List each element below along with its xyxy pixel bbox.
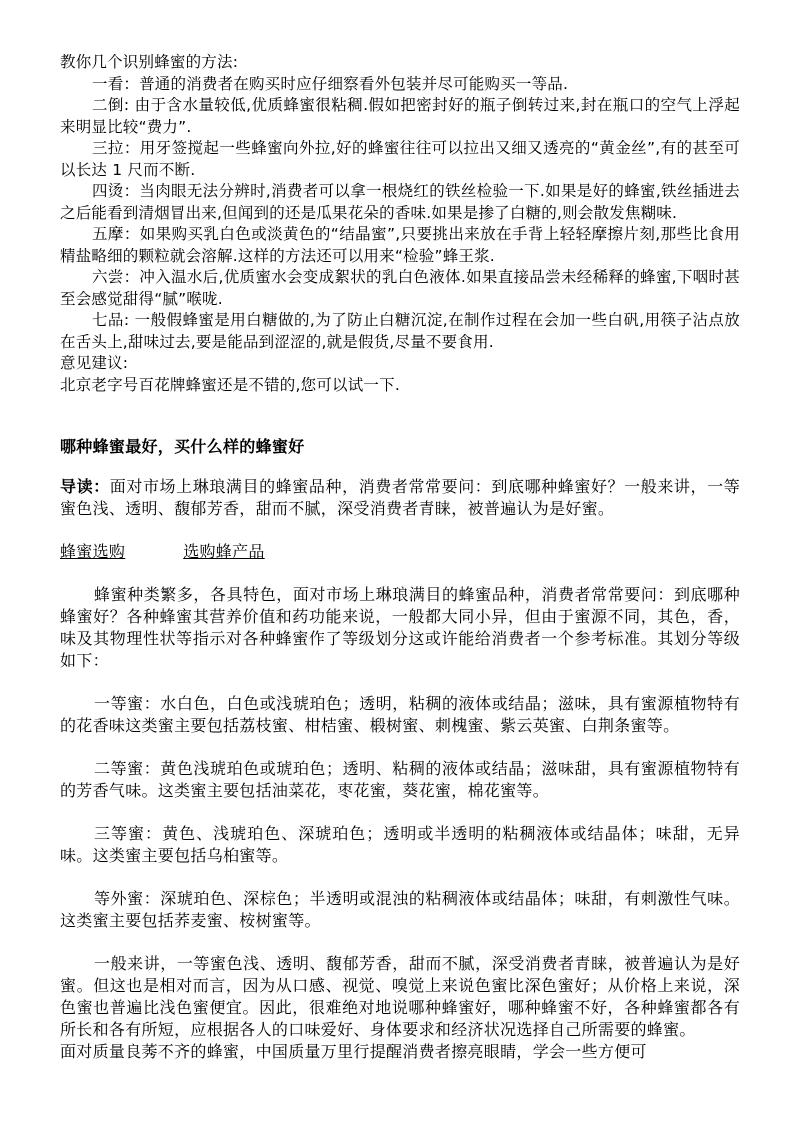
document-page xyxy=(60,52,740,1063)
advice-label: 意见建议: xyxy=(60,354,129,372)
advice-text: 北京老字号百花牌蜂蜜还是不错的,您可以试一下. xyxy=(60,375,400,394)
method-burn: 四烫：当肉眼无法分辨时,消费者可以拿一根烧红的铁丝检验一下.如果是好的蜂蜜,铁丝插进去之后能看到清烟冒出来,但闻到的还是瓜果花朵的香味.如果是掺了白糖的,则会散发焦糊味. xyxy=(60,182,740,222)
method-look: 一看：普通的消费者在购买时应仔细察看外包装并尽可能购买一等品. xyxy=(92,74,569,93)
link-bee-products[interactable]: 选购蜂产品 xyxy=(183,542,265,561)
method-invert: 二倒: 由于含水量较低,优质蜂蜜很粘稠.假如把密封好的瓶子倒转过来,封在瓶口的空气上浮起来明显比较“费力”. xyxy=(60,96,740,136)
method-pull: 三拉：用牙签搅起一些蜂蜜向外拉,好的蜂蜜往往可以拉出又细又透亮的“黄金丝”,有的甚至可以长达 1 尺而不断. xyxy=(60,139,740,179)
grade-three-paragraph: 三等蜜：黄色、浅琥珀色、深琥珀色；透明或半透明的粘稠液体或结晶体；味甜，无异味。这类蜜主要包括乌桕蜜等。 xyxy=(60,824,740,865)
grade-off-paragraph: 等外蜜：深琥珀色、深棕色；半透明或混浊的粘稠液体或结晶体；味甜，有刺激性气味。这类蜜主要包括荞麦蜜、桉树蜜等。 xyxy=(60,889,740,930)
grade-one-paragraph: 一等蜜：水白色，白色或浅琥珀色；透明，粘稠的液体或结晶；滋味，具有蜜源植物特有的花香味这类蜜主要包括荔枝蜜、柑桔蜜、椴树蜜、刺槐蜜、紫云英蜜、白荆条蜜等。 xyxy=(60,694,740,735)
which-honey-section xyxy=(60,436,740,1063)
summary-paragraph: 一般来讲，一等蜜色浅、透明、馥郁芳香，甜而不腻，深受消费者青睐，被普遍认为是好蜜。但这也是相对而言，因为从口感、视觉、嗅觉上来说色蜜比深色蜜好；从价格上来说，深色蜜也普遍比浅色蜜便宜。因此，很难绝对地说哪种蜂蜜好，哪种蜂蜜不好，各种蜂蜜都各有所长和各有所短，应根据各人的口味爱好、身体要求和经济状况选择自己所需要的蜂蜜。 xyxy=(60,954,740,1039)
intro-paragraph xyxy=(60,476,740,520)
method-taste: 六尝：冲入温水后,优质蜜水会变成絮状的乳白色液体.如果直接品尝未经稀释的蜂蜜,下咽时甚至会感觉甜得“腻”喉咙. xyxy=(60,268,740,308)
method-savor: 七品: 一般假蜂蜜是用白糖做的,为了防止白糖沉淀,在制作过程在会加一些白矾,用筷子沾点放在舌头上,甜味过去,要是能品到涩涩的,就是假货,尽量不要食用. xyxy=(60,311,740,351)
intro-text: 面对市场上琳琅满目的蜂蜜品种，消费者常常要问：到底哪种蜂蜜好？一般来讲，一等蜜色浅、透明、馥郁芳香，甜而不腻，深受消费者青睐，被普遍认为是好蜜。 xyxy=(60,477,740,518)
link-honey-buying[interactable]: 蜂蜜选购 xyxy=(60,542,126,561)
honey-identification-section xyxy=(60,52,740,396)
intro-label: 导读： xyxy=(60,477,110,496)
grade-two-paragraph: 二等蜜：黄色浅琥珀色或琥珀色；透明、粘稠的液体或结晶；滋味甜，具有蜜源植物特有的芳香气味。这类蜜主要包括油菜花，枣花蜜，葵花蜜，棉花蜜等。 xyxy=(60,759,740,800)
body-paragraph: 蜂蜜种类繁多，各具特色，面对市场上琳琅满目的蜂蜜品种，消费者常常要问：到底哪种蜂蜜好？各种蜂蜜其营养价值和药功能来说，一般都大同小异，但由于蜜源不同，其色，香，味及其物理性状等指示对各种蜂蜜作了等级划分这或许能给消费者一个参考标准。其划分等级如下： xyxy=(60,585,740,670)
related-links xyxy=(60,541,740,563)
last-line: 面对质量良莠不齐的蜂蜜，中国质量万里行提醒消费者擦亮眼睛，学会一些方便可 xyxy=(60,1042,647,1061)
article-title: 哪种蜂蜜最好，买什么样的蜂蜜好 xyxy=(60,437,305,456)
section-heading: 教你几个识别蜂蜜的方法: xyxy=(60,53,239,71)
method-rub: 五摩：如果购买乳白色或淡黄色的“结晶蜜”,只要挑出来放在手背上轻轻摩擦片刻,那些比食用精盐略细的颗粒就会溶解.这样的方法还可以用来“检验”蜂王浆. xyxy=(60,225,740,265)
